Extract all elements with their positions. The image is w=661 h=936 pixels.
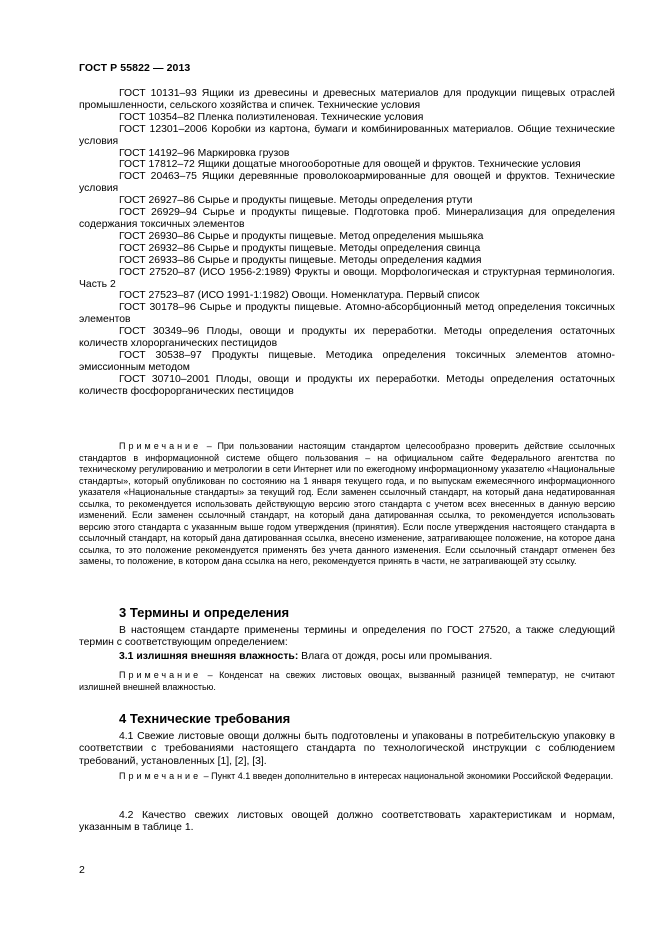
reference-item: ГОСТ 20463–75 Ящики деревянные проволокоармированные для овощей и фруктов. Технические условия — [79, 171, 615, 195]
standard-header: ГОСТ Р 55822 — 2013 — [79, 62, 191, 74]
reference-item: ГОСТ 27520–87 (ИСО 1956-2:1989) Фрукты и овощи. Морфологическая и структурная терминология. Часть 2 — [79, 266, 615, 290]
clause-4-1-note — [79, 771, 615, 783]
note-label: Примечание — [119, 441, 202, 451]
reference-item: ГОСТ 17812–72 Ящики дощатые многооборотные для овощей и фруктов. Технические условия — [119, 159, 581, 171]
note-text: – Пункт 4.1 введен дополнительно в интересах национальной экономики Российской Федерации. — [201, 771, 614, 781]
term-note — [79, 670, 615, 693]
section-4-heading: 4 Технические требования — [119, 711, 291, 726]
reference-item: ГОСТ 27523–87 (ИСО 1991-1:1982) Овощи. Номенклатура. Первый список — [119, 290, 480, 302]
reference-item: ГОСТ 26933–86 Сырье и продукты пищевые. Методы определения кадмия — [119, 254, 482, 266]
reference-item: ГОСТ 30178–96 Сырье и продукты пищевые. Атомно-абсорбционный метод определения токсичных элементов — [79, 302, 615, 326]
page-number: 2 — [79, 864, 85, 876]
reference-item: ГОСТ 10131–93 Ящики из древесины и древесных материалов для продукции пищевых отраслей промышленности, сельского хозяйства и спичек. Технические условия — [79, 88, 615, 111]
clause-4-2 — [79, 810, 615, 835]
note-label: Примечание — [119, 771, 202, 781]
section-3-heading: 3 Термины и определения — [119, 605, 290, 620]
term-definition — [79, 651, 615, 663]
term-definition-text: Влага от дождя, росы или промывания. — [298, 651, 493, 662]
section-3-intro-text: В настоящем стандарте применены термины и определения по ГОСТ 27520, а также следующий термин с соответствующим определением: — [79, 625, 615, 649]
reference-item: ГОСТ 30538–97 Продукты пищевые. Методика определения токсичных элементов атомно-эмиссионным методом — [79, 349, 615, 373]
reference-item: ГОСТ 26929–94 Сырье и продукты пищевые. Подготовка проб. Минерализация для определения содержания токсичных элементов — [79, 207, 615, 230]
reference-item: ГОСТ 26927–86 Сырье и продукты пищевые. Методы определения ртути — [119, 195, 473, 207]
normative-references-list — [79, 88, 615, 398]
note-text: – Конденсат на свежих листовых овощах, вызванный разницей температур, не считают излишней внешней влажностью. — [79, 670, 615, 692]
reference-item: ГОСТ 14192–96 Маркировка грузов — [119, 147, 290, 159]
reference-item: ГОСТ 30710–2001 Плоды, овощи и продукты их переработки. Методы определения остаточных количеств фосфорорганических пестицидов — [79, 373, 615, 397]
note-label: Примечание — [119, 670, 202, 680]
reference-item: ГОСТ 26932–86 Сырье и продукты пищевые. Методы определения свинца — [119, 242, 481, 254]
reference-item: ГОСТ 26930–86 Сырье и продукты пищевые. Метод определения мышьяка — [119, 230, 484, 242]
clause-4-1 — [79, 731, 615, 768]
reference-item: ГОСТ 10354–82 Пленка полиэтиленовая. Технические условия — [119, 111, 424, 123]
note-text: – При пользовании настоящим стандартом целесообразно проверить действие ссылочных стандартов в информационной системе общего пользования – на официальном сайте Федерального агентства по техническому регулированию и метрологии в сети Интернет или по ежегодному информационному указателю «Национальные стандарты», который опубликован по состоянию на 1 января текущего года, и по выпускам ежемесячного информационного указателя «Национальные стандарты» за текущий год. Если заменен ссылочный стандарт, на который дана недатированная ссылка, то рекомендуется использовать действующую версию этого стандарта с учетом всех внесенных в данную версию изменений. Если заменен ссылочный стандарт, на который дана датированная ссылка, то рекомендуется использовать версию этого стандарта с указанным выше годом утверждения (принятия). Если после утверждения настоящего стандарта в ссылочный стандарт, на который дана датированная ссылка, внесено изменение, затрагивающее положение, на которое дана ссылка, то это положение рекомендуется применять без учета данного изменения. Если ссылочный стандарт отменен без замены, то положение, в котором дана ссылка на него, рекомендуется принять в части, не затрагивающей эту ссылку. — [79, 441, 615, 566]
section-3-intro — [79, 625, 615, 650]
term-name: 3.1 излишняя внешняя влажность: — [119, 651, 299, 662]
clause-4-2-text: 4.2 Качество свежих листовых овощей должно соответствовать характеристикам и нормам, указанным в таблице 1. — [79, 810, 615, 834]
references-note — [79, 441, 615, 568]
reference-item: ГОСТ 12301–2006 Коробки из картона, бумаги и комбинированных материалов. Общие технические условия — [79, 123, 615, 147]
reference-item: ГОСТ 30349–96 Плоды, овощи и продукты их переработки. Методы определения остаточных количеств хлорорганических пестицидов — [79, 326, 615, 350]
clause-4-1-text: 4.1 Свежие листовые овощи должны быть подготовлены и упакованы в потребительскую упаковку в соответствии с требованиями настоящего стандарта по технологической инструкции с соблюдением требований, установленных [1], [2], [3]. — [79, 731, 615, 767]
